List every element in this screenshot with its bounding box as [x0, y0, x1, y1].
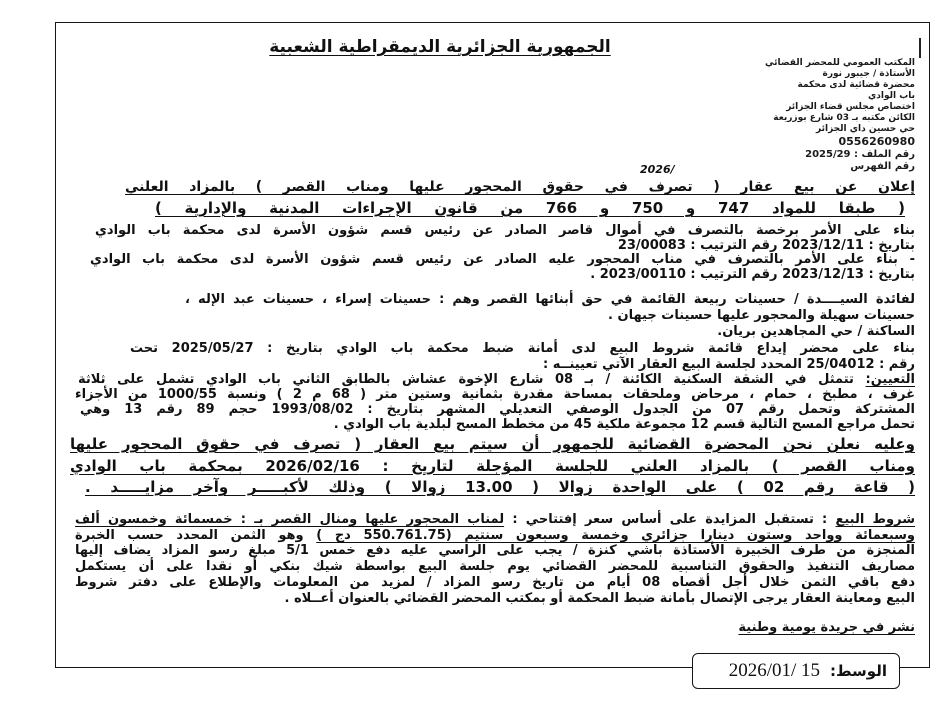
paragraph-line: المنجزة من طرف الخبيرة الأستاذة باشي كنزة / يجب على الراسي عليه دفع خمس 5/1 مبلغ رسو المزاد يضاف إليها [75, 543, 915, 559]
index-number: 2026/ [640, 163, 675, 176]
conditions-label: شروط البيع [835, 512, 915, 527]
paragraph-line [75, 528, 915, 544]
publication-line [55, 620, 915, 636]
residence-line: الساكنة / حي المجاهدين بريان. [717, 324, 915, 340]
conditions-text: وهو الثمن المحدد حسب الخبرة [75, 527, 317, 543]
deposit-line: رقم : 25/04012 المحدد لجلسة البيع العقار الآتي تعيينــه : [543, 356, 915, 372]
designation-label: التعيين: [865, 372, 915, 387]
border-mark [919, 38, 921, 58]
newspaper-date-box [692, 653, 900, 689]
announcement-line: ومناب القصر ) بالمزاد العلني للجلسة المؤجلة لتاريخ : 2026/02/16 بمحكمة باب الوادي [70, 456, 915, 475]
paragraph-line: لفائدة السيــــدة / حسينات ربيعة القائمة في حق أبنائها القصر وهم : حسينات إسراء ، حسينات عبد الإله ، [185, 292, 915, 307]
paragraph-line [75, 512, 915, 528]
paragraph-line: غرف ، مطبخ ، حمام ، مرحاض وملحقات بمساحة مقدرة بثمانية وستين متر ( 68 م 2 ) ونسبة 1000/55 من الأجزاء [75, 387, 916, 402]
paragraph-line: بناء على الأمر برخصة بالتصرف في أموال قاصر الصادر عن رئيس قسم شؤون الأسرة لدى محكمة باب الوادي [95, 223, 915, 238]
office-line: الكائن مكتبه بـ 03 شارع بوزريعة [773, 113, 915, 123]
paragraph-line: - بناء على الأمر بالتصرف في مناب المحجور عليه الصادر عن رئيس قسم شؤون الأسرة لدى محكمة باب الوادي [90, 252, 915, 267]
republic-title: الجمهورية الجزائرية الديمقراطية الشعبية [269, 37, 611, 57]
paragraph-line: دفع باقي الثمن خلال أجل أقصاه 08 أيام من تاريخ رسو المزاد / لمزيد من المعلومات والإطلاع على دفتر شروط [75, 574, 915, 590]
court-orders-paragraph [55, 224, 915, 282]
deposit-line: بناء على محضر إيداع قائمة شروط البيع لدى أمانة ضبط محكمة باب الوادي بتاريخ : 2025/05/27 تحت [130, 340, 915, 356]
file-number-row [675, 149, 915, 161]
paragraph-line: البيع ومعاينة العقار يرجى الإتصال بأمانة ضبط المحكمة أو بمكتب المحضر القضائي بالعنوان أعــلاه . [284, 590, 915, 606]
office-phone: 0556260980 [838, 135, 915, 148]
designation-text: تتمثل في الشقة السكنية الكائنة / بـ 08 شارع الإخوة عشاش بالطابق الثاني باب الوادي تشمل على ثلاثة [78, 372, 866, 387]
publication-text: نشر في جريدة يومية وطنية [738, 620, 915, 635]
legal-basis [55, 198, 915, 219]
paragraph-line: المشتركة وتحمل رقم 07 من الجدول الوصفي التعديلي المشهر بتاريخ : 1993/08/02 حجم 89 رقم 13 وهي [80, 402, 916, 417]
paragraph-line: حسينات سهيلة والمحجور عليها حسينات جيهان . [608, 308, 915, 324]
paragraph-line: بتاريخ : 2023/12/11 رقم الترتيب : 23/00083 [617, 237, 915, 253]
paragraph-line [78, 372, 915, 387]
paragraph-line: مصاريف التنفيذ والحقوق التناسبية للمحضر القضائي يوم جلسة البيع بواسطة شيك بنكي أو نقدا على أن يستكمل [75, 559, 915, 575]
file-number: 2025/29 [805, 149, 851, 160]
legal-basis-line: ( طبقا للمواد 747 و 750 و 766 من قانون الإجراءات المدنية والإدارية ) [155, 199, 905, 217]
file-number-label: رقم الملف : [854, 149, 915, 160]
office-line: المكتب العمومي للمحضر القضائي [765, 58, 915, 68]
office-line: اختصاص مجلس قضاء الجزائر [786, 102, 915, 112]
opening-price-amount: وسبعمائة وواحد وستون دينارا جزائري وخمسة وسبعون سنتيم (550.761.75 دج ) [316, 527, 915, 543]
office-line: محضرة قضائية لدى محكمة [797, 80, 915, 90]
announcement-line: وعليه نعلن نحن المحضرة القضائية للجمهور أن سيتم بيع العقار ( تصرف في حقوق المحجور عليها [70, 435, 915, 453]
publication-date: 2026/01/ 15 [728, 660, 820, 681]
conditions-text: : تستقبل المزايدة على أساس سعر إفتتاحي : [504, 512, 836, 527]
notice-title-line: إعلان عن بيع عقار ( تصرف في حقوق المحجور عليها ومناب القصر ) بالمزاد العلني [125, 179, 915, 195]
publication-note [55, 620, 915, 636]
property-designation [55, 372, 915, 432]
index-label: رقم الفهرس [850, 161, 915, 172]
opening-price-text: لمناب المحجور عليها ومنال القصر بـ : خمسمائة وخمسون ألف [75, 512, 505, 527]
newspaper-name: الوسط: [830, 662, 887, 680]
paragraph-line: بتاريخ : 2023/12/13 رقم الترتيب : 2023/00110 . [590, 266, 915, 282]
notice-title [55, 178, 915, 196]
sale-conditions [55, 512, 915, 606]
office-line: حي حسين داي الجزائر [816, 124, 915, 134]
office-line: باب الوادي [868, 91, 915, 101]
announcement-line: ( قاعة رقم 02 ) على الواحدة زوالا ( 13.00 زوالا ) وذلك لأكبـــــر وآخر مزايـــــد . [85, 478, 916, 496]
sale-announcement [55, 434, 915, 499]
office-line: الأستاذة / جيبور نورة [822, 69, 915, 79]
bailiff-office-block [675, 58, 915, 173]
paragraph-line: تحمل مراجع المسح التالية قسم 12 مجموعة ملكية 45 من مخطط المسح لبلدية باب الوادي . [333, 417, 915, 432]
beneficiary-paragraph [55, 292, 915, 373]
